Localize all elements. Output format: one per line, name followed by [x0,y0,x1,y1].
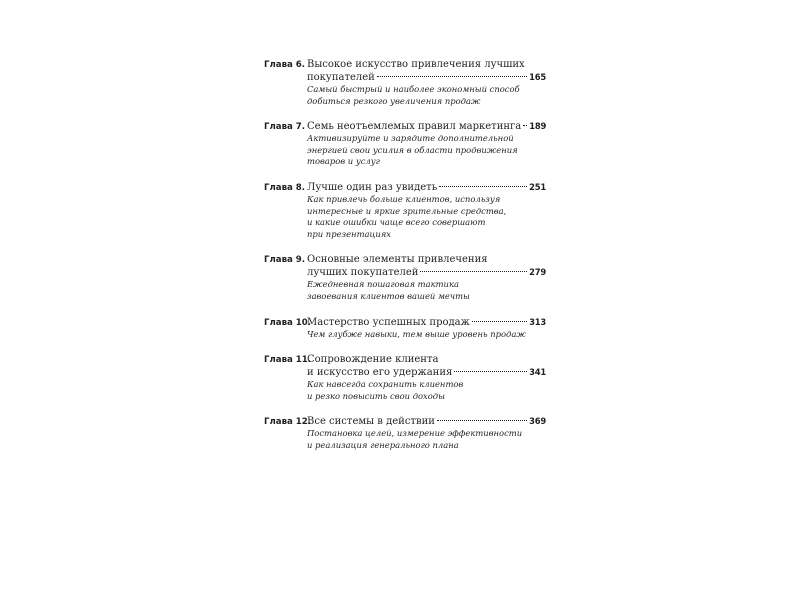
toc-entry [264,415,546,451]
entry-body [307,253,546,302]
toc-entry [264,353,546,402]
toc-entry [264,58,546,107]
chapter-subtitle-line: Как навсегда сохранить клиентов [307,379,464,390]
entry-body [307,415,546,451]
entry-body [307,316,546,341]
chapter-title-last-line [307,120,546,133]
chapter-number: Глава 12. [264,417,312,428]
chapter-title-last-line [307,366,546,379]
chapter-subtitle-line: добиться резкого увеличения продаж [307,95,481,106]
chapter-title-line: Лучше один раз увидеть [307,181,438,193]
chapter-subtitle-line: энергией свои усилия в области продвижения [307,144,518,155]
chapter-title-line: покупателей [307,72,375,83]
toc-entry [264,120,546,168]
chapter-subtitle-line: и реализация генерального плана [307,439,459,450]
chapter-subtitle-line: Постановка целей, измерение эффективности [307,428,523,439]
chapter-subtitle-line: интересные и яркие зрительные средства, [307,205,507,216]
chapter-title-line: Мастерство успешных продаж [307,316,470,328]
chapter-subtitle-line: завоевания клиентов вашей мечты [307,290,470,301]
entry-body [307,353,546,402]
chapter-subtitle-line: и какие ошибки чаще всего совершают [307,217,486,228]
chapter-subtitle-line: при презентациях [307,228,392,239]
dot-leader [420,271,527,272]
chapter-title-line: Семь неотъемлемых правил маркетинга [307,121,522,133]
chapter-title-last-line [307,415,546,428]
entry-body [307,120,546,168]
chapter-title-last-line [307,316,546,329]
chapter-title-last-line [307,181,546,194]
chapter-title-line: Сопровождение клиента [307,354,439,366]
chapter-subtitle-line: Ежедневная пошаговая тактика [307,279,459,290]
toc-entry [264,181,546,240]
chapter-subtitle-line: Чем глубже навыки, тем выше уровень продаж [307,328,526,339]
chapter-number: Глава 6. [264,60,306,70]
page-number: 251 [529,181,546,192]
toc-entry [264,316,546,341]
chapter-title-last-line [307,71,546,84]
chapter-number: Глава 9. [264,255,306,266]
table-of-contents [264,58,546,465]
page-number: 369 [529,416,546,427]
chapter-title-line: Высокое искусство привлечения лучших [307,59,525,70]
chapter-subtitle-line: Активизируйте и зарядите дополнительной [307,133,514,144]
chapter-subtitle-line: Как привлечь больше клиентов, используя [307,193,501,204]
entry-body [307,181,546,240]
chapter-number: Глава 11. [264,355,312,366]
chapter-subtitle-line: Самый быстрый и наиболее экономный способ [307,84,520,94]
chapter-number: Глава 8. [264,182,306,193]
page-number: 165 [529,72,546,82]
chapter-subtitle-line: товаров и услуг [307,156,380,167]
page-number: 279 [529,267,546,278]
page-number: 189 [529,121,547,132]
dot-leader [377,76,527,77]
chapter-title-line: и искусство его удержания [307,367,453,379]
page-number: 341 [529,367,546,378]
chapter-subtitle-line: и резко повысить свои доходы [307,390,445,401]
chapter-number: Глава 7. [264,122,306,133]
dot-leader [523,125,527,126]
page-number: 313 [529,316,546,327]
dot-leader [472,321,527,322]
chapter-title-line: лучших покупателей [307,267,419,279]
chapter-title-last-line [307,266,546,279]
dot-leader [437,420,527,421]
toc-entry [264,253,546,302]
chapter-number: Глава 10. [264,317,312,328]
chapter-title-line: Основные элементы привлечения [307,254,488,266]
entry-body [307,58,546,107]
dot-leader [439,186,527,187]
dot-leader [454,371,527,372]
chapter-title-line: Все системы в действии [307,416,435,428]
